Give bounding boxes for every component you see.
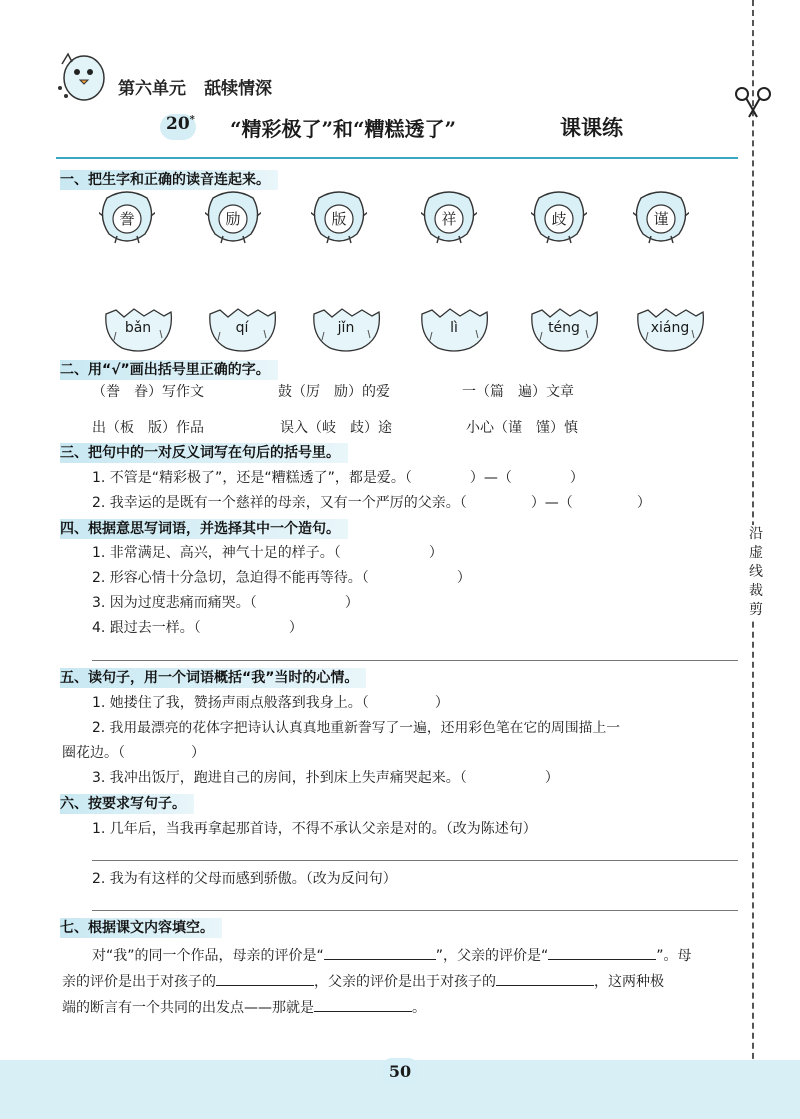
section-1-heading: 一、把生字和正确的读音连起来。 <box>60 170 278 190</box>
section-2-heading: 二、用“√”画出括号里正确的字。 <box>60 360 278 380</box>
character-label: 励 <box>225 210 241 228</box>
question-4-3: 3. 因为过度悲痛而痛哭。（ ） <box>92 595 359 611</box>
pinyin-shell[interactable] <box>102 308 174 352</box>
section-5-heading: 五、读句子，用一个词语概括“我”当时的心情。 <box>60 668 366 688</box>
fill-line-1: 对“我”的同一个作品，母亲的评价是“ ”，父亲的评价是“ ”。母 <box>92 943 692 966</box>
question-5-1: 1. 她搂住了我，赞扬声雨点般落到我身上。（ ） <box>92 695 449 711</box>
character-label: 版 <box>331 210 347 228</box>
pinyin-shell[interactable] <box>528 308 600 352</box>
character-bird[interactable] <box>205 190 261 244</box>
choice-item: 出（板 版）作品 <box>92 420 204 436</box>
answer-line <box>92 660 738 661</box>
question-6-1: 1. 几年后，当我再拿起那首诗，不得不承认父亲是对的。（改为陈述句） <box>92 821 537 837</box>
pinyin-shell[interactable] <box>310 308 382 352</box>
pinyin-label: qí <box>235 320 249 336</box>
unit-heading: 第六单元 舐犊情深 <box>118 79 272 99</box>
lesson-title: “精彩极了”和“糟糕透了” <box>230 117 457 141</box>
pinyin-label: bǎn <box>124 320 152 336</box>
answer-line <box>92 910 738 911</box>
character-label: 誊 <box>119 210 135 228</box>
choice-item: 小心（谨 馑）慎 <box>466 420 578 436</box>
answer-line <box>92 860 738 861</box>
pinyin-label: téng <box>548 320 580 336</box>
scissors-icon <box>733 84 773 118</box>
question-4-2: 2. 形容心情十分急切，急迫得不能再等待。（ ） <box>92 570 471 586</box>
section-6-heading: 六、按要求写句子。 <box>60 794 194 814</box>
question-4-1: 1. 非常满足、高兴，神气十足的样子。（ ） <box>92 545 443 561</box>
fill-line-2: 亲的评价是出于对孩子的 ，父亲的评价是出于对孩子的 ，这两种极 <box>62 969 664 992</box>
pinyin-shell[interactable] <box>418 308 490 352</box>
character-label: 谨 <box>653 210 669 228</box>
choice-item: 一（篇 遍）文章 <box>462 384 574 400</box>
page-number: 50 <box>388 1062 412 1081</box>
section-4-heading: 四、根据意思写词语，并选择其中一个造句。 <box>60 519 348 539</box>
exercise-label: 课课练 <box>560 116 623 140</box>
question-3-2: 2. 我幸运的是既有一个慈祥的母亲，又有一个严厉的父亲。（ ）—（ ） <box>92 495 651 511</box>
section-3-heading: 三、把句中的一对反义词写在句后的括号里。 <box>60 443 348 463</box>
question-3-1: 1. 不管是“精彩极了”，还是“糟糕透了”，都是爱。（ ）—（ ） <box>92 470 584 486</box>
character-bird[interactable] <box>531 190 587 244</box>
bird-mascot-icon <box>52 44 110 106</box>
question-5-2-cont: 圈花边。（ ） <box>62 745 205 761</box>
pinyin-label: xiáng <box>650 320 690 336</box>
pinyin-shell[interactable] <box>206 308 278 352</box>
choice-item: 鼓（厉 励）的爱 <box>278 384 390 400</box>
character-label: 歧 <box>551 210 567 228</box>
question-4-4: 4. 跟过去一样。（ ） <box>92 620 303 636</box>
pinyin-label: jǐn <box>337 320 355 336</box>
pinyin-shell[interactable] <box>634 308 706 352</box>
header-divider <box>56 157 738 159</box>
character-bird[interactable] <box>99 190 155 244</box>
character-bird[interactable] <box>633 190 689 244</box>
question-5-2: 2. 我用最漂亮的花体字把诗认认真真地重新誊写了一遍，还用彩色笔在它的周围描上一 <box>92 720 621 736</box>
section-7-heading: 七、根据课文内容填空。 <box>60 918 222 938</box>
choice-item: 误入（岐 歧）途 <box>280 420 392 436</box>
cut-instruction: 沿 虚 线 裁 剪 <box>744 525 768 620</box>
fill-line-3: 端的断言有一个共同的出发点——那就是 。 <box>62 995 426 1018</box>
character-label: 祥 <box>441 210 457 228</box>
character-bird[interactable] <box>311 190 367 244</box>
question-5-3: 3. 我冲出饭厅，跑进自己的房间，扑到床上失声痛哭起来。（ ） <box>92 770 559 786</box>
choice-item: （誊 眷）写作文 <box>92 384 204 400</box>
lesson-number: 20* <box>166 114 195 134</box>
character-bird[interactable] <box>421 190 477 244</box>
pinyin-label: lì <box>450 320 458 336</box>
question-6-2: 2. 我为有这样的父母而感到骄傲。（改为反问句） <box>92 871 397 887</box>
